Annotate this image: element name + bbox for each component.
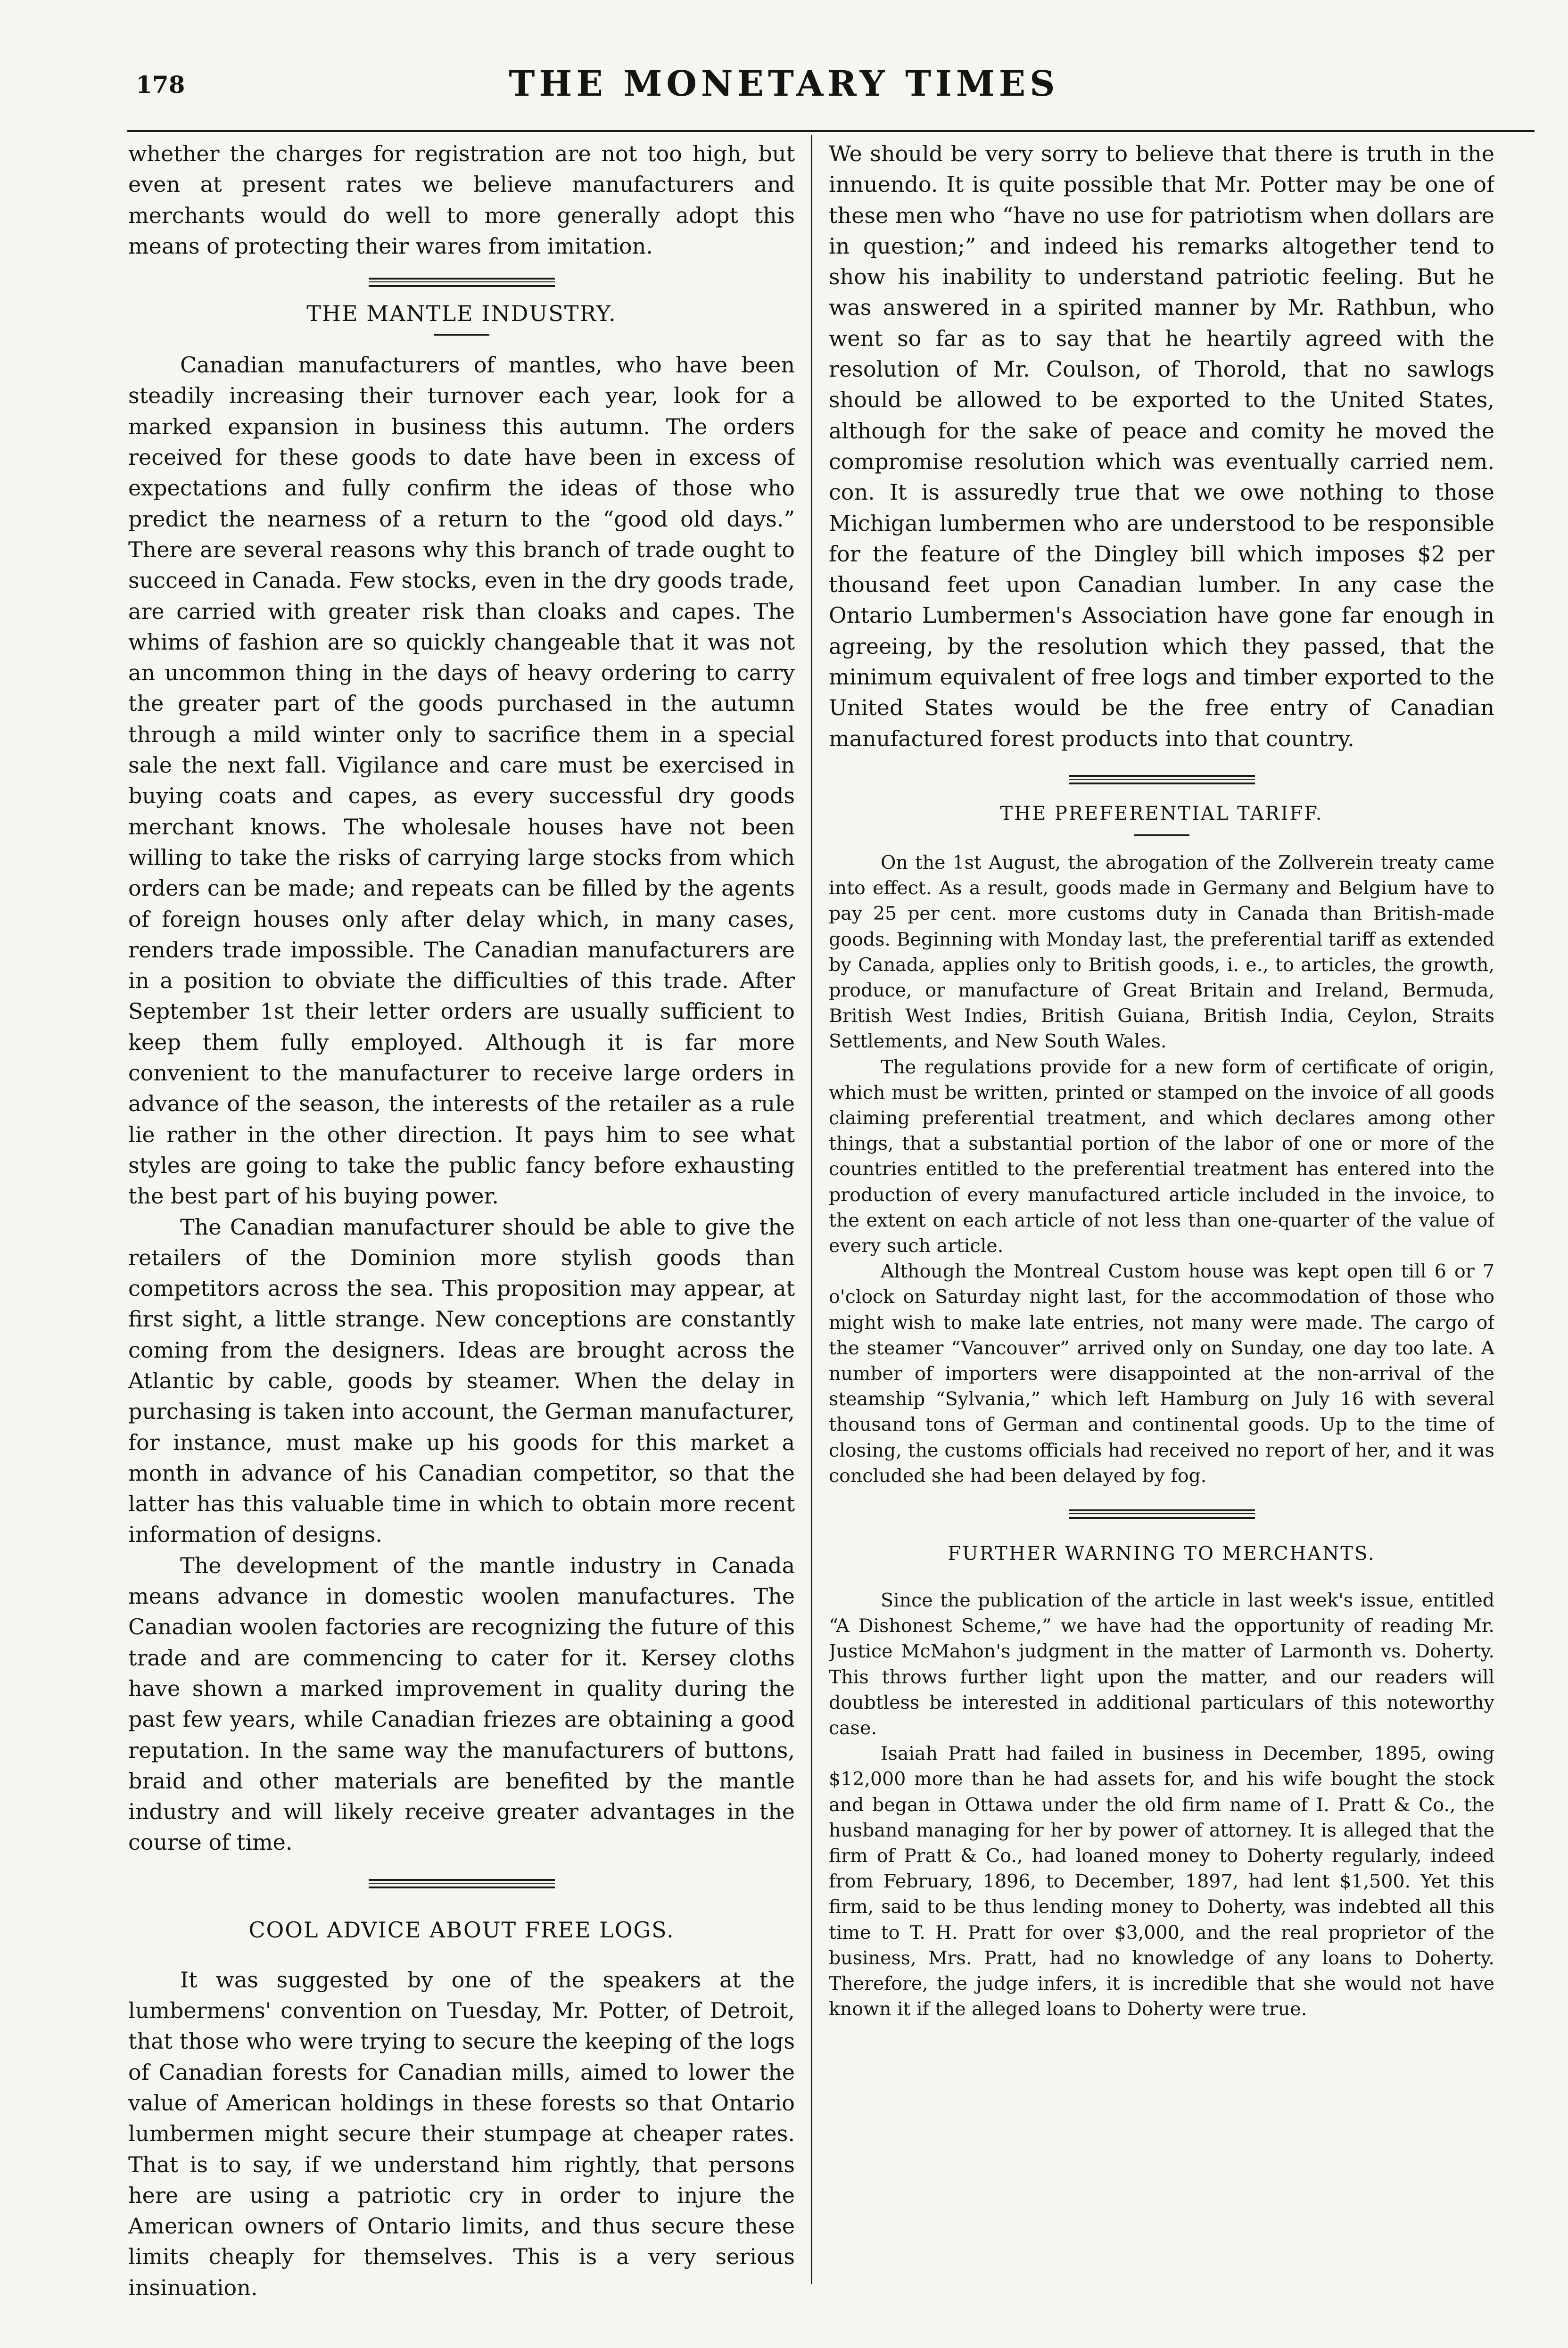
masthead-rule [127, 130, 1535, 132]
column-divider [811, 135, 812, 2284]
section-rule [369, 278, 555, 287]
free-logs-paragraph: It was suggested by one of the speakers at the lumbermens' convention on Tuesday, Mr. Potter, of Detroit, that those who were trying to secure the keeping of the logs of Canadian forests for Canadian mills, aimed to lower the value of American holdings in these forests so that Ontario lumbermen might secure their stumpage at cheaper rates. That is to say, if we understand him rightly, that persons here are using a patriotic cry in order to injure the American owners of Ontario limits, and thus secure these limits cheaply for themselves. This is a very serious insinuation. [128, 1967, 795, 2300]
mantle-paragraph-1: Canadian manufacturers of mantles, who have been steadily increasing their turnover each year, look for a marked expansion in business this autumn. The orders received for these goods to date have been in excess of expectations and fully confirm the ideas of those who predict the nearness of a return to the “good old days.” There are several reasons why this branch of trade ought to succeed in Canada. Few stocks, even in the dry goods trade, are carried with greater risk than cloaks and capes. The whims of fashion are so quickly changeable that it was not an uncommon thing in the days of heavy ordering to carry the greater part of the goods purchased in the autumn through a mild winter only to sacrifice them in a special sale the next fall. Vigilance and care must be exercised in buying coats and capes, as every successful dry goods merchant knows. The wholesale houses have not been willing to take the risks of carrying large stocks from which orders can be made; and repeats can be filled by the agents of foreign houses only after delay which, in many cases, renders trade impossible. The Canadian manufacturers are in a position to obviate the difficulties of this trade. After September 1st their letter orders are usually sufficient to keep them fully employed. Although it is far more convenient to the manufacturer to receive large orders in advance of the season, the interests of the retailer as a rule lie rather in the other direction. It pays him to see what styles are going to take the public fancy before exhausting the best part of his buying power. [128, 352, 795, 1209]
title-rule [434, 334, 489, 336]
tariff-paragraph-3: Although the Montreal Custom house was kept open till 6 or 7 o'clock on Saturday night last, for the accommodation of those who might wish to make late entries, not many were made. The cargo of the steamer “Vancouver” arrived only on Sunday, one day too late. A number of importers were disappointed at the non-arrival of the steamship “Sylvania,” which left Hamburg on July 16 with several thousand tons of German and continental goods. Up to the time of closing, the customs officials had received no report of her, and it was concluded she had been delayed by fog. [829, 1261, 1494, 1487]
mantle-paragraph-2: The Canadian manufacturer should be able to give the retailers of the Dominion more stylish goods than competitors across the sea. This proposition may appear, at first sight, a little strange. New conceptions are constantly coming from the designers. Ideas are brought across the Atlantic by cable, goods by steamer. When the delay in purchasing is taken into account, the German manufacturer, for instance, must make up his goods for this market a month in advance of his Canadian competitor, so that the latter has this valuable time in which to obtain more recent information of designs. [128, 1214, 795, 1548]
lead-paragraph: whether the charges for registration are not too high, but even at present rates we believe manufacturers and merchants would do well to more generally adopt this means of protecting their wares from imitation. [128, 141, 795, 259]
section-rule [1069, 775, 1255, 784]
preferential-tariff-title: THE PREFERENTIAL TARIFF. [1000, 802, 1323, 824]
tariff-paragraph-2: The regulations provide for a new form of certificate of origin, which must be written, printed or stamped on the invoice of all goods claiming preferential treatment, and which declares among other things, that a substantial portion of the labor of one or more of the countries entitled to the preferential treatment has entered into the production of every manufactured article included in the invoice, to the extent on each article of not less than one-quarter of the value of every such article. [829, 1056, 1494, 1257]
mantle-paragraph-3: The development of the mantle industry in Canada means advance in domestic woolen manufactures. The Canadian woolen factories are recognizing the future of this trade and are commencing to cater for it. Kersey cloths have shown a marked improvement in quality during the past few years, while Canadian friezes are obtaining a good reputation. In the same way the manufacturers of buttons, braid and other materials are benefited by the mantle industry and will likely receive greater advantages in the course of time. [128, 1552, 795, 1855]
mantle-industry-title: THE MANTLE INDUSTRY. [306, 301, 617, 327]
free-logs-continued: We should be very sorry to believe that there is truth in the innuendo. It is quite possible that Mr. Potter may be one of these men who “have no use for patriotism when dollars are in question;” and indeed his remarks altogether tend to show his inability to understand patriotic feeling. But he was answered in a spirited manner by Mr. Rathbun, who went so far as to say that he heartily agreed with the resolution of Mr. Coulson, of Thorold, that no sawlogs should be allowed to be exported to the United States, although for the sake of peace and comity he moved the compromise resolution which was eventually carried nem. con. It is assuredly true that we owe nothing to those Michigan lumbermen who are understood to be responsible for the feature of the Dingley bill which imposes $2 per thousand feet upon Canadian lumber. In any case the Ontario Lumbermen's Association have gone far enough in agreeing, by the resolution which they passed, that the minimum equivalent of free logs and timber exported to the United States would be the free entry of Canadian manufactured forest products into that country. [829, 141, 1494, 751]
section-rule [1069, 1509, 1255, 1519]
page-number: 178 [136, 71, 185, 99]
free-logs-title: COOL ADVICE ABOUT FREE LOGS. [248, 1917, 675, 1943]
right-column [829, 139, 1494, 2307]
left-column [128, 139, 795, 2307]
tariff-paragraph-1: On the 1st August, the abrogation of the Zollverein treaty came into effect. As a result, goods made in Germany and Belgium have to pay 25 per cent. more customs duty in Canada than British-made goods. Beginning with Monday last, the preferential tariff as extended by Canada, applies only to British goods, i. e., to articles, the growth, produce, or manufacture of Great Britain and Ireland, Bermuda, British West Indies, British Guiana, British India, Ceylon, Straits Settlements, and New South Wales. [829, 851, 1494, 1053]
warning-paragraph-2: Isaiah Pratt had failed in business in December, 1895, owing $12,000 more than he had assets for, and his wife bought the stock and began in Ottawa under the old firm name of I. Pratt & Co., the husband managing for her by power of attorney. It is alleged that the firm of Pratt & Co., had loaned money to Doherty regularly, indeed from February, 1896, to December, 1897, had lent $1,500. Yet this firm, said to be thus lending money to Doherty, was indebted all this time to T. H. Pratt for over $3,000, and the real proprietor of the business, Mrs. Pratt, had no knowledge of any loans to Doherty. Therefore, the judge infers, it is incredible that she would not have known it if the alleged loans to Doherty were true. [829, 1743, 1494, 2020]
warning-paragraph-1: Since the publication of the article in last week's issue, entitled “A Dishonest Scheme,” we have had the opportunity of reading Mr. Justice McMahon's judgment in the matter of Larmonth vs. Doherty. This throws further light upon the matter, and our readers will doubtless be interested in additional particulars of this noteworthy case. [829, 1590, 1494, 1739]
title-rule [1134, 834, 1189, 836]
masthead: THE MONETARY TIMES [509, 64, 1059, 104]
section-rule [369, 1879, 555, 1888]
further-warning-title: FURTHER WARNING TO MERCHANTS. [948, 1543, 1376, 1565]
